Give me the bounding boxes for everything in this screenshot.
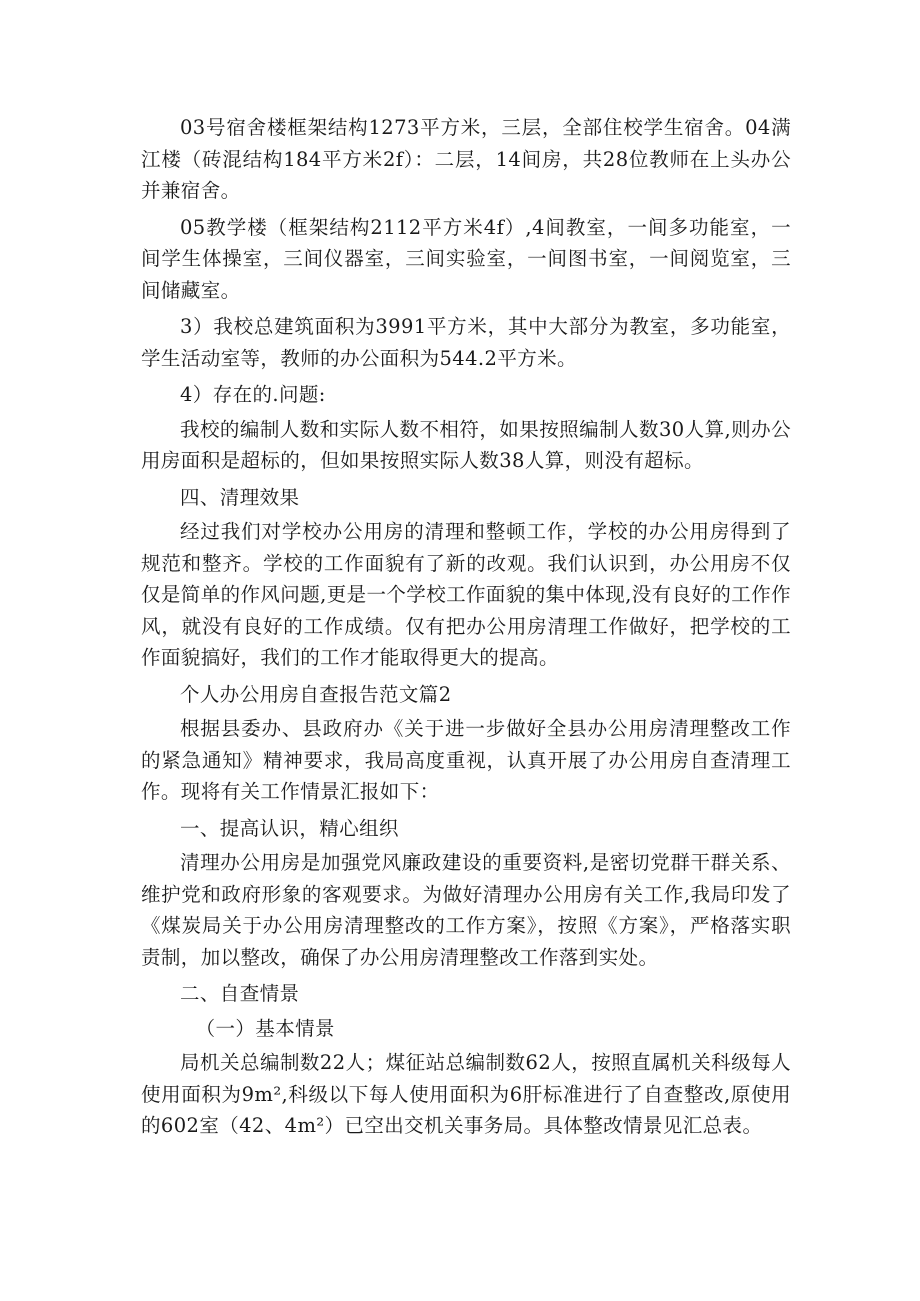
paragraph-cleanup-effect: 经过我们对学校办公用房的清理和整顿工作，学校的办公用房得到了规范和整齐。学校的工作面貌有了新的改观。我们认识到，办公用房不仅仅是简单的作风问题,更是一个学校工作面貌的集中体现,没有良好的工作作风，就没有良好的工作成绩。仅有把办公用房清理工作做好，把学校的工作面貌搞好，我们的工作才能取得更大的提高。 [141, 520, 791, 669]
paragraph-total-area: 3）我校总建筑面积为3991平方米，其中大部分为教室，多功能室，学生活动室等，教师的办公面积为544.2平方米。 [141, 315, 791, 370]
paragraph-notice: 根据县委办、县政府办《关于进一步做好全县办公用房清理整改工作的紧急通知》精神要求，我局高度重视，认真开展了办公用房自查清理工作。现将有关工作情景汇报如下： [141, 717, 791, 803]
subsection-heading-basic-situation: （一）基本情景 [195, 1016, 335, 1040]
document-body [141, 112, 791, 1147]
paragraph-problems-heading: 4）存在的.问题: [180, 383, 326, 406]
paragraph-staffing-numbers: 局机关总编制数22人；煤征站总编制数62人，按照直属机关科级每人使用面积为9m²,科级以下每人使用面积为6肝标准进行了自查整改,原使用的602室（42、4m²）已空出交机关事务局。具体整改情景见汇总表。 [141, 1051, 791, 1137]
article-title-part2: 个人办公用房自查报告范文篇2 [180, 682, 452, 706]
section-heading-awareness: 一、提高认识，精心组织 [180, 816, 399, 840]
paragraph-teaching-building: 05教学楼（框架结构2112平方米4f）,4间教室，一间多功能室，一间学生体操室，三间仪器室，三间实验室，一间图书室，一间阅览室，三间储藏室。 [141, 215, 791, 302]
section-heading-cleanup-effect: 四、清理效果 [180, 485, 300, 509]
section-heading-self-check: 二、自查情景 [180, 982, 300, 1005]
paragraph-dormitory: 03号宿舍楼框架结构1273平方米，三层，全部住校学生宿舍。04满江楼（砖混结构184平方米2f）：二层，14间房，共28位教师在上头办公并兼宿舍。 [141, 116, 791, 202]
paragraph-work-plan: 清理办公用房是加强党风廉政建设的重要资料,是密切党群干群关系、维护党和政府形象的客观要求。为做好清理办公用房有关工作,我局印发了《煤炭局关于办公用房清理整改的工作方案》，按照《方案》，严格落实职责制，加以整改，确保了办公用房清理整改工作落到实处。 [141, 851, 791, 969]
paragraph-staffing: 我校的编制人数和实际人数不相符，如果按照编制人数30人算,则办公用房面积是超标的，但如果按照实际人数38人算，则没有超标。 [141, 417, 791, 472]
